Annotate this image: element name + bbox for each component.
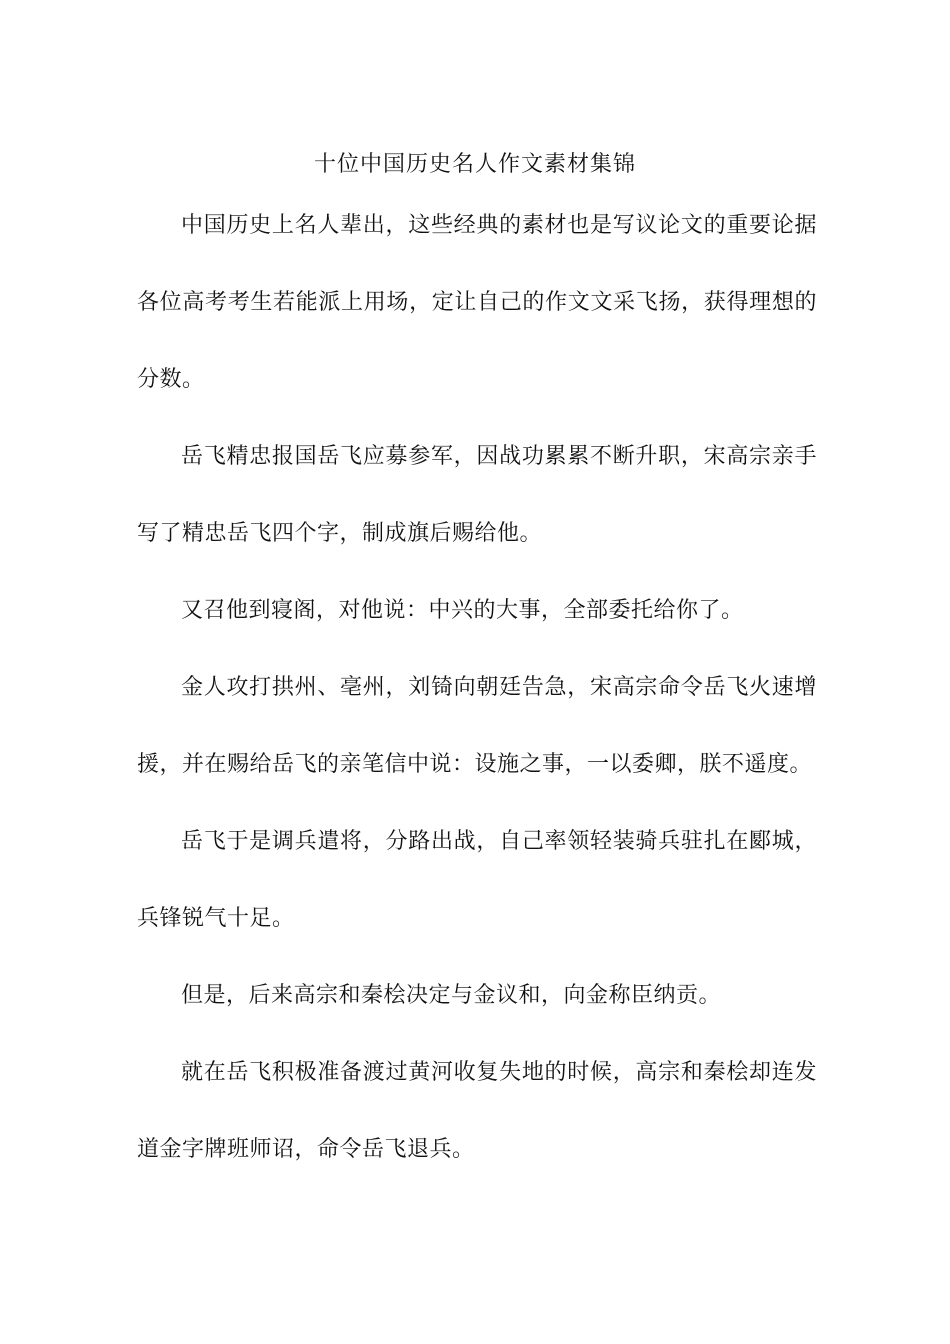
document-title: 十位中国历史名人作文素材集锦 [313, 152, 636, 177]
paragraph-deployment: 岳飞于是调兵遣将，分路出战，自己率领轻装骑兵驻扎在郾城，兵锋锐气十足。 [137, 829, 817, 931]
paragraph-recall: 就在岳飞积极准备渡过黄河收复失地的时候，高宗和秦桧却连发道金字牌班师诏，命令岳飞退兵。 [137, 1060, 817, 1162]
paragraph-intro: 中国历史上名人辈出，这些经典的素材也是写议论文的重要论据各位高考考生若能派上用场，定让自己的作文文采飞扬，获得理想的分数。 [137, 213, 817, 392]
paragraph-peace-talks: 但是，后来高宗和秦桧决定与金议和，向金称臣纳贡。 [181, 983, 722, 1008]
paragraph-summoned: 又召他到寝阁，对他说：中兴的大事，全部委托给你了。 [181, 598, 744, 623]
paragraph-reinforcement: 金人攻打拱州、亳州，刘锜向朝廷告急，宋高宗命令岳飞火速增援，并在赐给岳飞的亲笔信中说：设施之事，一以委卿，朕不遥度。 [137, 675, 817, 777]
paragraph-yuefei-loyalty: 岳飞精忠报国岳飞应募参军，因战功累累不断升职，宋高宗亲手写了精忠岳飞四个字，制成旗后赐给他。 [137, 444, 817, 546]
